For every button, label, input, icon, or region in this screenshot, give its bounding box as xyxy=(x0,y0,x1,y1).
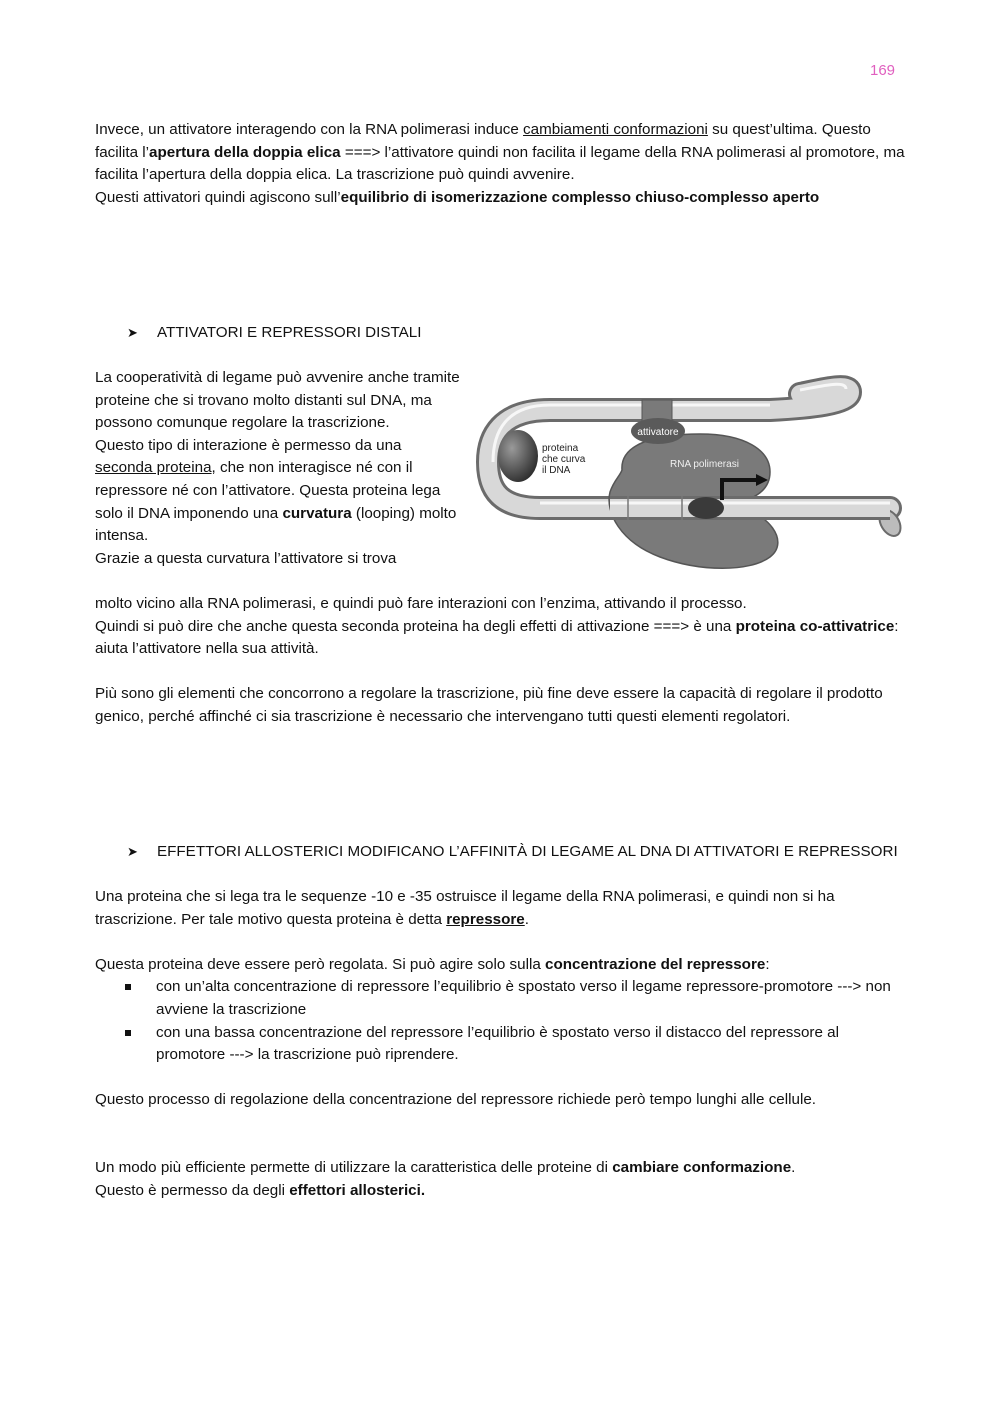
label-bending-3: il DNA xyxy=(542,465,571,476)
label-bending-2: che curva xyxy=(542,454,586,465)
section1-paragraph-3a: Grazie a questa curvatura l’attivatore si trova xyxy=(95,549,397,567)
label-polymerase: RNA polimerasi xyxy=(670,459,739,470)
bold-underlined-term: repressore xyxy=(446,910,525,928)
bold-term: equilibrio di isomerizzazione complesso chiuso-complesso aperto xyxy=(340,188,820,206)
intro-paragraph xyxy=(95,119,905,209)
arrow-bullet-icon: ➤ xyxy=(127,844,138,859)
page-number: 169 xyxy=(870,62,896,79)
section1-float-text xyxy=(95,367,460,570)
section1-paragraph-3b: molto vicino alla RNA polimerasi, e quindi può fare interazioni con l’enzima, attivando il processo. xyxy=(95,595,747,612)
intro-conclusion: Questi attivatori quindi agiscono sull’equilibrio di isomerizzazione complesso chiuso-complesso aperto xyxy=(95,188,820,206)
open-complex-bubble xyxy=(688,497,724,519)
dna-looping-diagram xyxy=(470,372,910,577)
section2-paragraph-4: Un modo più efficiente permette di utilizzare la caratteristica delle proteine di cambiare conformazione. xyxy=(95,1158,796,1176)
bold-term: curvatura xyxy=(282,504,352,522)
section2-paragraph-1: Una proteina che si lega tra le sequenze -10 e -35 ostruisce il legame della RNA polimerasi, e quindi non si ha trascrizione. Per tale motivo questa proteina è detta repressore. xyxy=(95,888,835,928)
arrow-bullet-icon: ➤ xyxy=(127,325,138,340)
section-heading-distal: ➤ ATTIVATORI E REPRESSORI DISTALI xyxy=(127,322,421,344)
section-heading-allosteric: ➤ EFFETTORI ALLOSTERICI MODIFICANO L’AFFINITÀ DI LEGAME AL DNA DI ATTIVATORI E REPRESSORI xyxy=(127,841,898,863)
square-bullet-icon xyxy=(125,984,131,990)
list-item: con una bassa concentrazione del repressore l’equilibrio è spostato verso il distacco del repressore al promotore ---> la trascrizione può riprendere. xyxy=(95,1022,905,1067)
section2-paragraph-2: Questa proteina deve essere però regolata. Si può agire solo sulla concentrazione del repressore: xyxy=(95,955,770,973)
dna-looping-figure xyxy=(470,372,910,577)
bold-term: proteina co-attivatrice xyxy=(735,617,895,635)
intro-text: Invece, un attivatore interagendo con la RNA polimerasi induce cambiamenti conformazioni su quest’ultima. Questo facilita l’apertura della doppia elica ===> l’attivatore quindi non facilita il legame della RNA polimerasi al promotore, ma facilita l’apertura della doppia elica. La trascrizione può quindi avvenire. xyxy=(95,121,905,184)
label-activator: attivatore xyxy=(637,427,679,438)
section1-paragraph-5: Più sono gli elementi che concorrono a regolare la trascrizione, più fine deve essere la capacità di regolare il prodotto genico, perché affinché ci sia trascrizione è necessario che intervengano tutti questi elementi regolatori. xyxy=(95,685,883,725)
bold-term: apertura della doppia elica xyxy=(149,143,341,161)
section1-paragraph-1: La cooperatività di legame può avvenire anche tramite proteine che si trovano molto distanti sul DNA, ma possono comunque regolare la trascrizione. xyxy=(95,369,460,432)
underlined-term: seconda proteina xyxy=(95,459,212,477)
section1-paragraph-2: Questo tipo di interazione è permesso da una seconda proteina, che non interagisce né con il repressore né con l’attivatore. Questa proteina lega solo il DNA imponendo una curvatura (looping) molto intensa. xyxy=(95,436,457,545)
section2-body xyxy=(95,886,905,1202)
bold-term: concentrazione del repressore xyxy=(545,955,766,973)
bending-protein xyxy=(498,430,538,482)
bold-term: cambiare conformazione xyxy=(612,1158,792,1176)
section2-paragraph-5: Questo è permesso da degli effettori allosterici. xyxy=(95,1181,426,1199)
section1-paragraph-4: Quindi si può dire che anche questa seconda proteina ha degli effetti di attivazione ===> è una proteina co-attivatrice: aiuta l’attivatore nella sua attività. xyxy=(95,617,899,658)
bold-term: effettori allosterici. xyxy=(289,1181,426,1199)
label-bending-1: proteina xyxy=(542,443,579,454)
section2-paragraph-3: Questo processo di regolazione della concentrazione del repressore richiede però tempo lunghi alle cellule. xyxy=(95,1091,816,1109)
list-item: con un’alta concentrazione di repressore l’equilibrio è spostato verso il legame repressore-promotore ---> non avviene la trascrizione xyxy=(95,976,905,1021)
underlined-term: cambiamenti conformazioni xyxy=(523,121,708,138)
square-bullet-icon xyxy=(125,1030,131,1036)
bullet-list xyxy=(95,976,905,1066)
section1-continuation xyxy=(95,593,905,729)
